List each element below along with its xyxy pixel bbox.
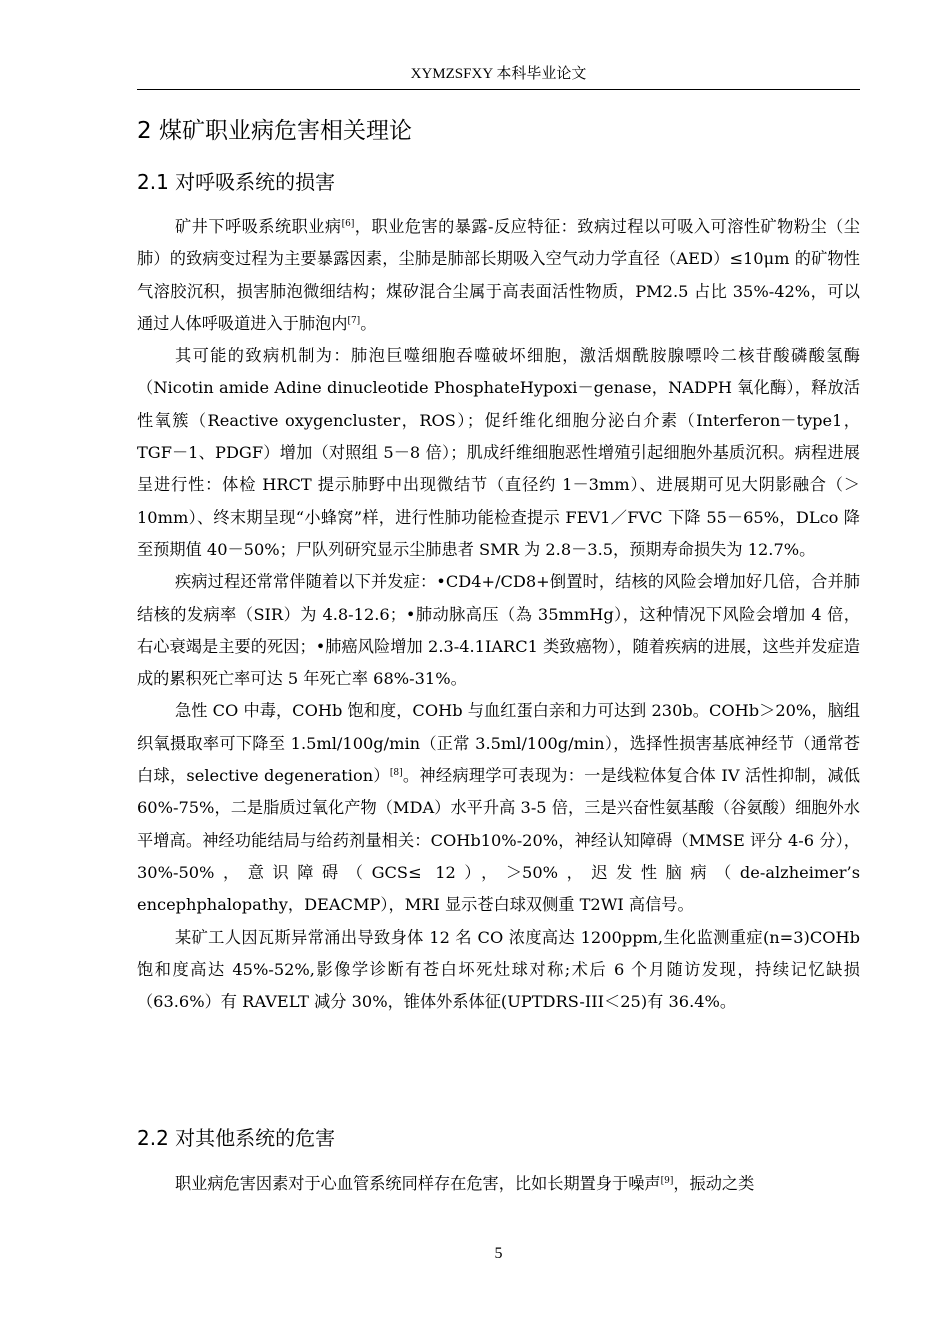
- chapter-title: 2 煤矿职业病危害相关理论: [137, 118, 412, 144]
- section-title-2-2: 2.2 对其他系统的危害: [137, 1126, 336, 1150]
- section-2-2-body: [137, 1168, 860, 1200]
- header-rule: [137, 89, 860, 90]
- paragraph-text: ，振动之类: [673, 1174, 755, 1193]
- citation: [7]: [347, 315, 361, 326]
- paragraph: 疾病过程还常常伴随着以下并发症：•CD4+/CD8+倒置时，结核的风险会增加好几倍，合并肺结核的发病率（SIR）为 4.8-12.6；•肺动脉高压（為 35mmHg），这种情况下风险会增加 4 倍，右心衰竭是主要的死因；•肺癌风险增加 2.3-4.1IARC1 类致癌物），随着疾病的进展，这些并发症造成的累积死亡率可达 5 年死亡率 68%-31%。: [137, 572, 860, 689]
- section-2-1-body: [137, 211, 860, 1018]
- paragraph-text: ，职业危害的暴露-反应特征：致病过程以可吸入可溶性矿物粉尘（尘肺）的致病变过程为主要暴露因素，尘肺是肺部长期吸入空气动力学直径（AED）≤10μm 的矿物性气溶胶沉积，损害肺泡微细结构；煤矽混合尘属于高表面活性物质，PM2.5 占比 35%-42%，可以通过人体呼吸道进入于肺泡内: [137, 217, 860, 333]
- page-number: 5: [494, 1245, 503, 1262]
- paragraph-text: 。: [360, 313, 377, 333]
- paragraph-text: 急性 CO 中毒，COHb 饱和度，COHb 与血红蛋白亲和力可达到 230b。COHb＞20%，脑组织氧摄取率可下降至 1.5ml/100g/min（正常 3.5ml/100g/min），选择性损害基底神经节（通常苍白球，selective degeneration）: [137, 701, 860, 786]
- citation: [6]: [341, 219, 355, 229]
- paragraph-text: 职业病危害因素对于心血管系统同样存在危害，比如长期置身于噪声: [175, 1174, 661, 1193]
- running-header: XYMZSFXY 本科毕业论文: [410, 66, 587, 82]
- paragraph: [137, 695, 860, 921]
- paragraph-text: 矿井下呼吸系统职业病: [175, 217, 342, 236]
- paragraph: 某矿工人因瓦斯异常涌出导致身体 12 名 CO 浓度高达 1200ppm,生化监测重症(n=3)COHb 饱和度高达 45%-52%,影像学诊断有苍白坏死灶球对称;术后 6 个月随访发现，持续记忆缺损（63.6%）有 RAVELT 减分 30%，锥体外系体征(UPTDRS-III＜25)有 36.4%。: [137, 927, 860, 1012]
- paragraph: 其可能的致病机制为：肺泡巨噬细胞吞噬破坏细胞，激活烟酰胺腺嘌呤二核苷酸磷酸氢酶（Nicotin amide Adine dinucleotide PhosphateHypoxi－genase，NADPH 氧化酶），释放活性氧簇（Reactive oxygencluster，ROS）；促纤维化细胞分泌白介素（Interferon－type1，TGF－1、PDGF）增加（对照组 5－8 倍）；肌成纤维细胞恶性增殖引起细胞外基质沉积。病程进展呈进行性：体检 HRCT 提示肺野中出现微结节（直径约 1－3mm）、进展期可见大阴影融合（＞10mm）、终末期呈现“小蜂窝”样，进行性肺功能检查提示 FEV1／FVC 下降 55－65%，DLco 降至预期值 40－50%；尸队列研究显示尘肺患者 SMR 为 2.8－3.5，预期寿命损失为 12.7%。: [137, 346, 860, 559]
- section-title-2-1: 2.1 对呼吸系统的损害: [137, 170, 336, 194]
- paragraph: [137, 211, 860, 340]
- paragraph: [137, 1168, 860, 1200]
- citation: [8]: [389, 768, 403, 779]
- paragraph-text: 。神经病理学可表现为：一是线粒体复合体 IV 活性抑制，减低 60%-75%，二是脂质过氧化产物（MDA）水平升高 3-5 倍，三是兴奋性氨基酸（谷氨酸）细胞外水平增高。神经功能结局与给药剂量相关：COHb10%-20%，神经认知障碍（MMSE 评分 4-6 分），30%-50%，意识障碍（GCS≤ 12），＞50%，迟发性脑病（de-alzheimer’s encephphalopathy，DEACMP），MRI 显示苍白球双侧重 T2WI 高信号。: [137, 766, 860, 915]
- citation: [9]: [660, 1176, 674, 1186]
